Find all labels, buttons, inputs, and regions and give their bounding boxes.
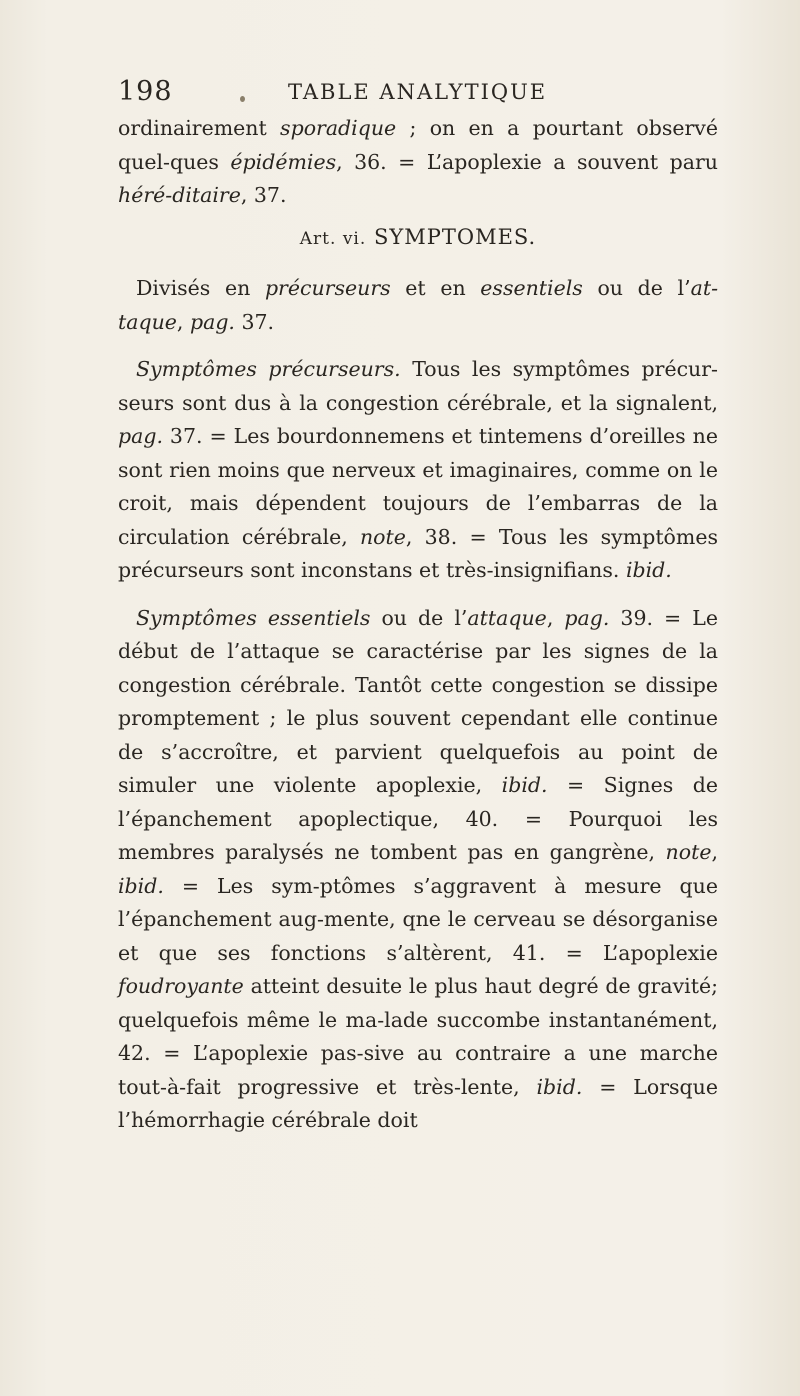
italic-term: ibid. xyxy=(536,1074,583,1099)
page-header xyxy=(118,76,718,112)
italic-term: pag. xyxy=(564,605,610,630)
text-run: ; on en a pourtant observé quel-ques xyxy=(118,116,718,174)
text-run: et en xyxy=(390,276,481,300)
article-number: Art. vi. xyxy=(299,228,367,249)
italic-term: précurseurs xyxy=(264,276,391,300)
text-run: Divisés en xyxy=(136,276,265,300)
italic-term: Symptômes essentiels xyxy=(136,605,371,630)
italic-term: pag. xyxy=(189,309,235,334)
text-run: 37. = Les bourdonnemens et tintemens d’oreilles ne sont rien moins que nerveux et imaginaires, comme on le croit, mais dépendent toujours de l’embarras de la circulation cérébrale, xyxy=(118,424,718,549)
paragraph-essential-symptoms xyxy=(118,602,718,1138)
text-run: , xyxy=(711,840,718,864)
italic-term: attaque xyxy=(467,605,547,630)
text-run: = Signes de l’épanchement apoplectique, 40. = Pourquoi les membres paralysés ne tombent pas en gangrène, xyxy=(118,773,718,864)
text-run: , 38. = Tous les symptômes précurseurs sont inconstans et très-insignifians. xyxy=(118,524,718,582)
text-block xyxy=(118,112,718,1138)
paragraph-divisions xyxy=(118,272,718,339)
italic-term: ibid. xyxy=(625,558,672,582)
text-run: ordinairement xyxy=(118,116,281,140)
text-run: 37. xyxy=(234,309,275,334)
italic-term: note xyxy=(359,524,406,549)
article-title: SYMPTOMES. xyxy=(373,224,537,249)
italic-term: ibid. xyxy=(501,773,548,797)
paragraph-precursor-symptoms xyxy=(118,353,718,588)
text-run: ou de l’ xyxy=(582,276,691,300)
italic-term: ibid. xyxy=(118,873,164,898)
italic-term: note xyxy=(665,840,712,864)
intro-paragraph xyxy=(118,112,718,213)
italic-term: pag. xyxy=(118,424,163,448)
text-run: 39. = Le début de l’attaque se caractérise par les signes de la congestion cérébrale. Tantôt cette congestion se dissipe promptement ; le plus souvent cependant elle continue de s’accroître, et parvient quelquefois au point de simuler une violente apoplexie, xyxy=(118,605,719,797)
italic-term: épidémies xyxy=(230,149,337,174)
italic-term: Symptômes précurseurs. xyxy=(136,357,401,381)
running-title: TABLE ANALYTIQUE xyxy=(288,80,548,104)
italic-term: at-taque xyxy=(118,276,719,334)
text-run: = Les sym-ptômes s’aggravent à mesure que l’épanchement aug-mente, qne le cerveau se désorganise et que ses fonctions s’altèrent, 41. = L’apoplexie xyxy=(118,873,718,965)
text-run: = Lorsque l’hémorrhagie cérébrale doit xyxy=(118,1074,718,1132)
italic-term: héré-ditaire xyxy=(118,183,241,207)
text-run: , xyxy=(546,605,565,630)
article-heading xyxy=(118,221,718,257)
text-run: Tous les symptômes précur-seurs sont dus à la congestion cérébrale, et la signalent, xyxy=(118,357,718,415)
italic-term: foudroyante xyxy=(118,974,244,998)
italic-term: essentiels xyxy=(480,276,583,300)
text-run: , 37. xyxy=(240,183,287,207)
text-run: ou de l’ xyxy=(370,605,468,630)
text-run: , 36. = L’apoplexie a souvent paru xyxy=(336,149,718,174)
page-number: 198 xyxy=(118,76,173,107)
text-run: atteint desuite le plus haut degré de gravité; quelquefois même le ma-lade succombe instantanément, 42. = L’apoplexie pas-sive au contraire a une marche tout-à-fait progressive et très-lente, xyxy=(118,974,718,1099)
text-run: , xyxy=(176,309,190,334)
italic-term: sporadique xyxy=(280,116,397,140)
